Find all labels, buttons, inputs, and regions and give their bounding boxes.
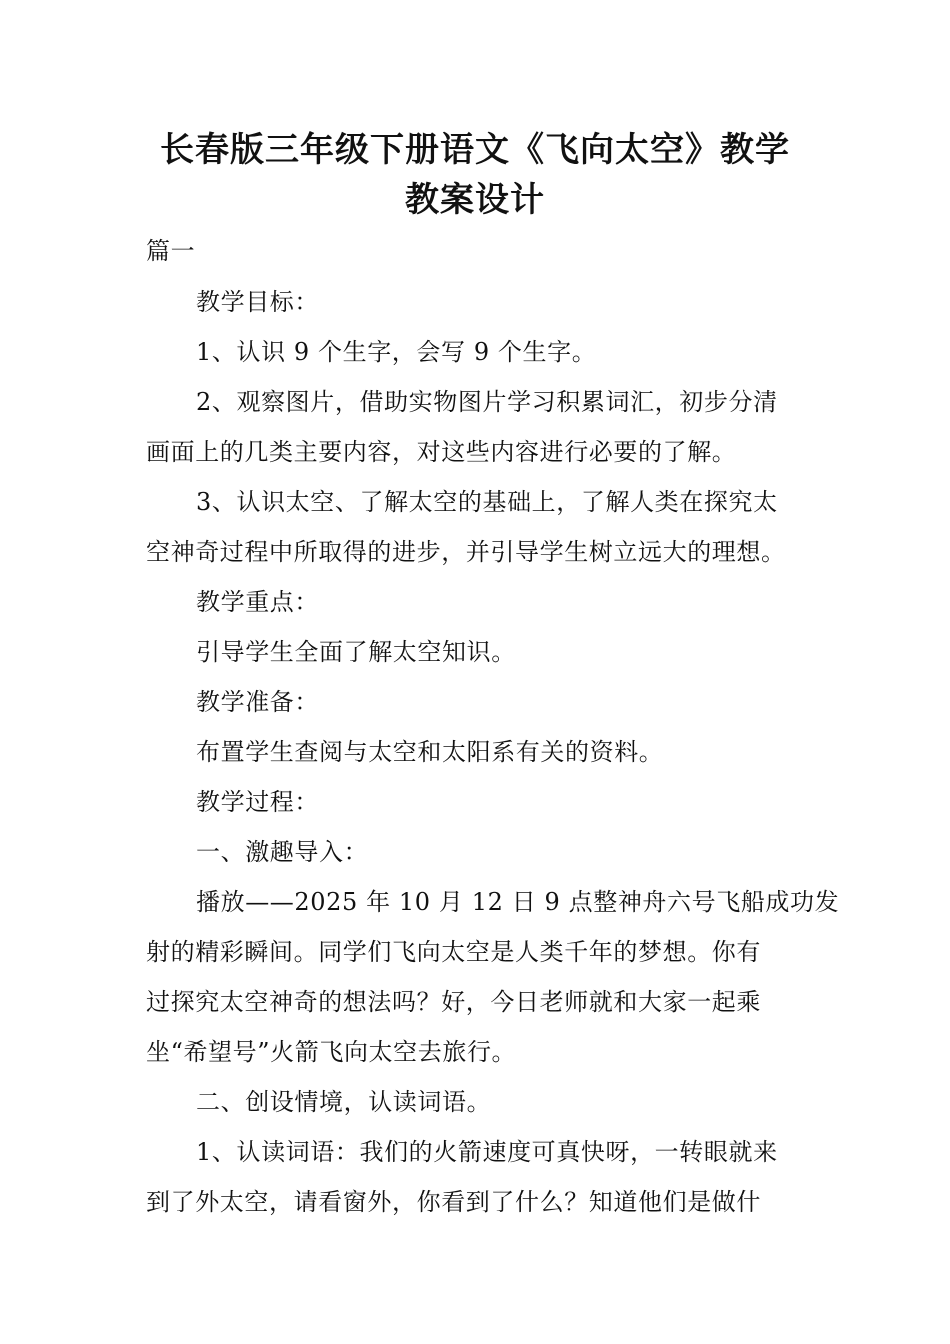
preparation-text: 布置学生查阅与太空和太阳系有关的资料。 <box>196 738 664 766</box>
heading-goals: 教学目标： <box>196 288 319 316</box>
document-title-line-2: 教案设计 <box>405 180 545 220</box>
section-label: 篇一 <box>146 237 196 265</box>
key-point-text: 引导学生全面了解太空知识。 <box>196 638 516 666</box>
step-2-heading: 二、创设情境，认读词语。 <box>196 1088 492 1116</box>
goal-2-line-1: 2、观察图片，借助实物图片学习积累词汇，初步分清 <box>196 388 778 416</box>
heading-process: 教学过程： <box>196 788 319 816</box>
step-1-heading: 一、激趣导入： <box>196 838 369 866</box>
goal-2-line-2: 画面上的几类主要内容，对这些内容进行必要的了解。 <box>146 438 737 466</box>
step-2-line-1: 1、认读词语：我们的火箭速度可真快呀，一转眼就来 <box>196 1138 778 1166</box>
goal-1: 1、认识 9 个生字，会写 9 个生字。 <box>196 338 597 366</box>
step-1-line-2: 射的精彩瞬间。同学们飞向太空是人类千年的梦想。你有 <box>146 938 761 966</box>
step-1-line-3: 过探究太空神奇的想法吗？好，今日老师就和大家一起乘 <box>146 988 761 1016</box>
step-1-line-4: 坐“希望号”火箭飞向太空去旅行。 <box>146 1038 517 1066</box>
heading-key-points: 教学重点： <box>196 588 319 616</box>
goal-3-line-1: 3、认识太空、了解太空的基础上，了解人类在探究太 <box>196 488 778 516</box>
document-title-line-1: 长春版三年级下册语文《飞向太空》教学 <box>160 130 790 170</box>
step-1-line-1: 播放——2025 年 10 月 12 日 9 点整神舟六号飞船成功发 <box>196 888 840 916</box>
heading-preparation: 教学准备： <box>196 688 319 716</box>
goal-3-line-2: 空神奇过程中所取得的进步，并引导学生树立远大的理想。 <box>146 538 786 566</box>
step-2-line-2: 到了外太空，请看窗外，你看到了什么？知道他们是做什 <box>146 1188 761 1216</box>
